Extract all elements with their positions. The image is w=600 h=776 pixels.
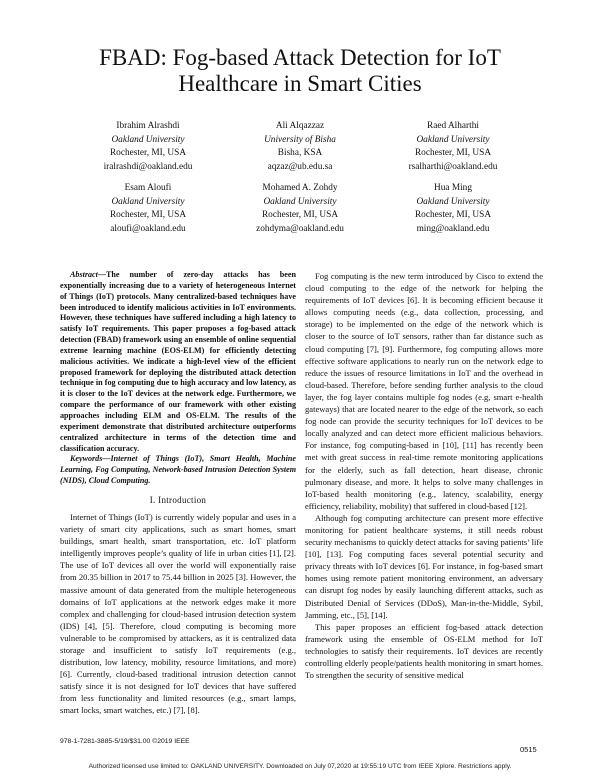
abstract-text: —The number of zero-day attacks has been exponentially increasing due to a variety of heterogeneous Internet of Things (IoT) protocols. Many centralized-based techniques have been introduced to identify malicious activities in IoT environments. However, these techniques have suffered including a high latency to satisfy IoT requirements. This paper proposes a fog-based attack detection (FBAD) framework using an ensemble of online sequential extreme learning machine (EOS-ELM) for efficiently detecting malicious activities. We indicate a high-level view of the efficient proposed framework for deploying the distributed attack detection technique in fog computing due to high accuracy and low latency, as it is closer to the IoT devices at the network edge. Furthermore, we compare the performance of our framework with other existing approaches including ELM and OS-ELM. The results of the experiment demonstrate that distributed architecture outperforms centralized architecture in terms of the detection time and classification accuracy. — [60, 270, 296, 453]
author-affiliation: Oakland University — [263, 196, 337, 207]
license-notice: Authorized licensed use limited to: OAKLAND UNIVERSITY. Downloaded on July 07,2020 at 19:55:19 UTC from IEEE Xplore. Restrictions apply. — [88, 763, 512, 770]
author-block-4 — [68, 182, 228, 236]
keywords — [60, 454, 296, 487]
author-email: rsalharthi@oakland.edu — [408, 161, 498, 172]
author-location: Rochester, MI, USA — [109, 148, 187, 158]
author-email: aqzaz@ub.edu.sa — [267, 161, 333, 172]
left-column — [60, 270, 296, 717]
keywords-label: Keywords — [70, 454, 103, 464]
author-location: Rochester, MI, USA — [109, 210, 187, 220]
author-name: Ibrahim Alrashdi — [116, 121, 180, 131]
author-affiliation: University of Bisha — [264, 134, 336, 145]
keywords-text: —Internet of Things (IoT), Smart Health, Machine Learning, Fog Computing, Network-based Intrusion Detection System (NIDS), Cloud Computing. — [60, 454, 296, 486]
author-location: Rochester, MI, USA — [414, 148, 492, 158]
title-line-1: FBAD: Fog-based Attack Detection for IoT — [99, 45, 501, 70]
author-name: Mohamed A. Zohdy — [262, 183, 338, 193]
author-name: Esam Aloufi — [124, 183, 172, 193]
footer-isbn: 978-1-7281-3885-5/19/$31.00 ©2019 IEEE — [60, 738, 190, 745]
author-affiliation: Oakland University — [416, 196, 490, 207]
right-paragraph-3: This paper proposes an efficient fog-based attack detection framework using the ensemble of OS-ELM method for IoT technologies to satisfy their requirements. IoT devices are recently controlling elderly people/patients health monitoring in smart homes. To strengthen the security of sensitive medical — [305, 621, 543, 681]
page-number: 0515 — [520, 745, 537, 754]
right-column — [305, 270, 543, 681]
author-name: Hua Ming — [434, 183, 472, 193]
author-email: aloufi@oakland.edu — [110, 223, 186, 234]
author-email: iralrashdi@oakland.edu — [103, 161, 193, 172]
author-affiliation: Oakland University — [111, 196, 185, 207]
intro-paragraph-1: Internet of Things (IoT) is currently widely popular and uses in a variety of smart city applications, such as smart homes, smart buildings, smart health, smart transportation, etc. IoT platform intelligently improves people’s quality of life in urban cities [1], [2]. The use of IoT devices all over the world will exponentially raise from 20.35 billion in 2017 to 75.44 billion in 2025 [3]. However, the massive amount of data generated from the multiple heterogeneous domains of IoT applications at the network edges make it more complex and challenging for cloud-based intrusion detection system (IDS) [4], [5]. Therefore, cloud computing is becoming more vulnerable to be compromised by attackers, as it is centralized data storage and insufficient to satisfy IoT requirements (e.g., distribution, low latency, mobility, resource limitations, and more) [6]. Currently, cloud-based traditional intrusion detection cannot satisfy since it is not designed for IoT devices that have suffered from less functionality and limited resources (e.g., smart lamps, smart locks, smart watches, etc.) [7], [8]. — [60, 511, 296, 716]
title-line-2: Healthcare in Smart Cities — [178, 71, 422, 96]
right-paragraph-2: Although fog computing architecture can present more effective monitoring for patient healthcare systems, it still needs robust security mechanisms to quickly detect attacks for saving patients’ life [10], [13]. Fog computing faces several potential security and privacy threats with IoT devices [6]. For instance, in fog-based smart homes using remote patient monitoring environment, an adversary can disrupt fog nodes by easily launching different attacks, such as Distributed Denial of Services (DDoS), Man-in-the-Middle, Sybil, Jamming, etc., [5], [14]. — [305, 512, 543, 620]
paper-title — [40, 45, 560, 97]
author-name: Ali Alqazzaz — [275, 121, 325, 131]
section-heading-introduction: I. Introduction — [149, 494, 207, 505]
author-affiliation: Oakland University — [111, 134, 185, 145]
author-block-5 — [220, 182, 380, 236]
author-email: zohdyma@oakland.edu — [256, 223, 344, 234]
right-paragraph-1: Fog computing is the new term introduced by Cisco to extend the cloud computing to the edge of the network for helping the requirements of IoT devices [6]. It is becoming efficient because it allows computing needs (e.g., data collection, processing, and storage) to be implemented on the edge of the network which is closer to the source of IoT sensors, rather than far distance such as cloud computing [7], [9]. Furthermore, fog computing allows more effective software applications to nearly run on the network edge to reduce the issues of resource limitations in IoT and the overhead in cloud-based. Therefore, before sending further analysis to the cloud layer, the fog layer contains multiple fog nodes (e.g, smart e-health gateways) that are located nearer to the edge of the network, so each fog node can provide the security techniques for IoT devices to be locally analyzed and can detect more efficient malicious behaviors. For instance, fog computing-based in [10], [11] has recently been met with great success in real-time remote monitoring applications for the elderly, such as fall detection, heart disease, chronic pulmonary disease, and more. It helps to solve many challenges in IoT-based health monitoring (e.g., latency, scalability, energy efficiency, reliability, mobility) that suffered in cloud-based [12]. — [305, 271, 543, 511]
abstract — [60, 270, 296, 454]
author-location: Rochester, MI, USA — [261, 210, 339, 220]
author-block-3 — [373, 120, 533, 174]
author-block-6 — [373, 182, 533, 236]
author-location: Rochester, MI, USA — [414, 210, 492, 220]
author-name: Raed Alharthi — [427, 121, 479, 131]
author-block-2 — [220, 120, 380, 174]
author-email: ming@oakland.edu — [416, 223, 490, 234]
author-location: Bisha, KSA — [277, 148, 323, 158]
author-affiliation: Oakland University — [416, 134, 490, 145]
author-block-1 — [68, 120, 228, 174]
abstract-label: Abstract — [70, 270, 98, 279]
